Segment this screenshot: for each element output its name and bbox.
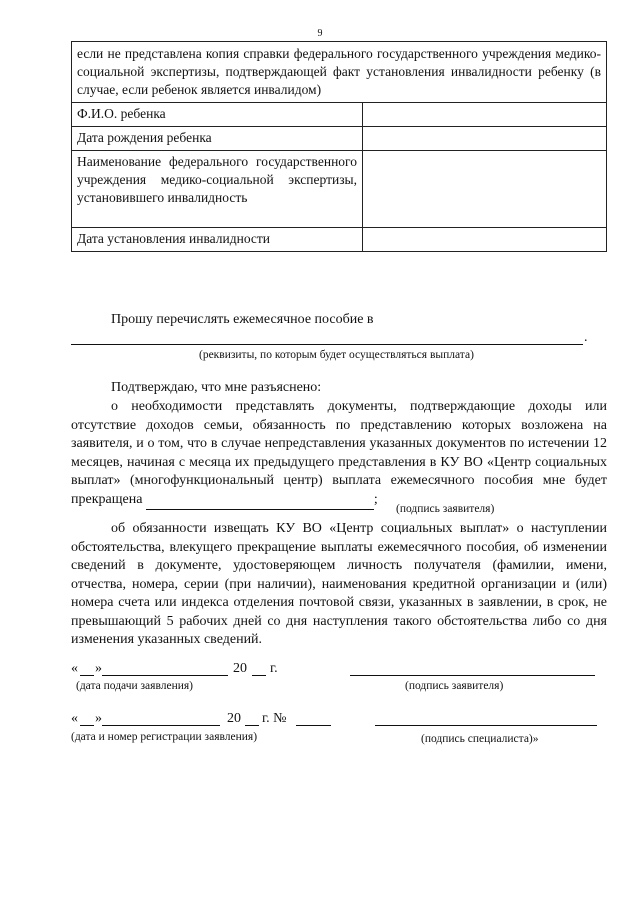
specialist-signature-caption: (подпись специалиста)» — [421, 733, 539, 745]
table-notice-row — [72, 42, 607, 103]
row-label-disability-date: Дата установления инвалидности — [72, 228, 363, 252]
disability-certificate-notice: если не представлена копия справки федерального государственного учреждения медико-социальной экспертизы, подтверждающей факт установления инвалидности ребенку (в случае, если ребенок является инвалидом) — [72, 42, 607, 103]
month-field[interactable] — [102, 675, 228, 676]
table-row — [72, 228, 607, 252]
date-quote-open: « — [71, 661, 78, 676]
reg-number-label: г. № — [262, 711, 287, 726]
year-suffix: г. — [270, 661, 278, 676]
row-label-child-name: Ф.И.О. ребенка — [72, 103, 363, 127]
specialist-signature-line[interactable] — [375, 725, 597, 726]
table-row — [72, 127, 607, 151]
institution-field[interactable] — [363, 151, 607, 228]
applicant-signature-caption-1: (подпись заявителя) — [396, 503, 495, 515]
birth-date-field[interactable] — [363, 127, 607, 151]
reg-month-field[interactable] — [102, 725, 220, 726]
reg-caption: (дата и номер регистрации заявления) — [71, 731, 258, 743]
applicant-signature-line-2[interactable] — [350, 675, 595, 676]
date-caption: (дата подачи заявления) — [76, 680, 193, 692]
reg-number-field[interactable] — [296, 725, 331, 726]
paragraph-documents-text: о необходимости представлять документы, подтверждающие доходы или отсутствие доходов семьи, обязанность по представлению которых возложена на заявителя, и о том, что в случае непредставления указанных документов по истечении 12 месяцев, начиная с месяца их предыдущего представления в КУ ВО «Центр социальных выплат» (многофункциональный центр) выплата ежемесячного пособия мне будет прекращена — [71, 399, 607, 507]
table-row — [72, 151, 607, 228]
disability-date-field[interactable] — [363, 228, 607, 252]
date-quote-close: » — [95, 661, 102, 676]
applicant-signature-line-1[interactable] — [146, 491, 374, 511]
reg-day-field[interactable] — [80, 725, 94, 726]
reg-year-prefix: 20 — [227, 711, 241, 726]
payment-details-caption: (реквизиты, по которым будет осуществляться выплата) — [199, 349, 474, 361]
paragraph-obligation: об обязанности извещать КУ ВО «Центр социальных выплат» о наступлении обстоятельства, влекущего прекращение выплаты ежемесячного пособия, об изменении сведений в документе, удостоверяющем личность получателя (фамилии, имени, отчества, номера, серии (при наличии), наименования кредитной организации и (или) номера счета или индекса отделения почтовой связи, указанных в заявлении, в срок, не превышающий 5 рабочих дней со дня наступления такого обстоятельства либо со дня изменения указанных сведений. — [71, 521, 607, 647]
table-row — [72, 103, 607, 127]
row-label-institution: Наименование федерального государственного учреждения медико-социальной экспертизы, установившего инвалидность — [72, 151, 363, 228]
reg-quote-open: « — [71, 711, 78, 726]
page-number: 9 — [317, 28, 323, 39]
year-field[interactable] — [252, 675, 266, 676]
applicant-signature-caption-2: (подпись заявителя) — [405, 680, 504, 692]
confirm-intro: Подтверждаю, что мне разъяснено: — [111, 380, 322, 395]
payment-request-text: Прошу перечислять ежемесячное пособие в — [111, 312, 374, 327]
child-info-table — [71, 41, 607, 252]
reg-quote-close: » — [95, 711, 102, 726]
day-field[interactable] — [80, 675, 94, 676]
paragraph-documents: о необходимости представлять документы, подтверждающие доходы или отсутствие доходов семьи, обязанность по представлению которых возложена на заявителя, и о том, что в случае непредставления указанных документов по истечении 12 месяцев, начиная с месяца их предыдущего представления в КУ ВО «Центр социальных выплат» (многофункциональный центр) выплата ежемесячного пособия мне будет прекращена ; — [71, 398, 607, 510]
reg-year-field[interactable] — [245, 725, 259, 726]
payment-details-line[interactable] — [71, 344, 583, 345]
year-prefix: 20 — [233, 661, 247, 676]
child-name-field[interactable] — [363, 103, 607, 127]
row-label-birth-date: Дата рождения ребенка — [72, 127, 363, 151]
